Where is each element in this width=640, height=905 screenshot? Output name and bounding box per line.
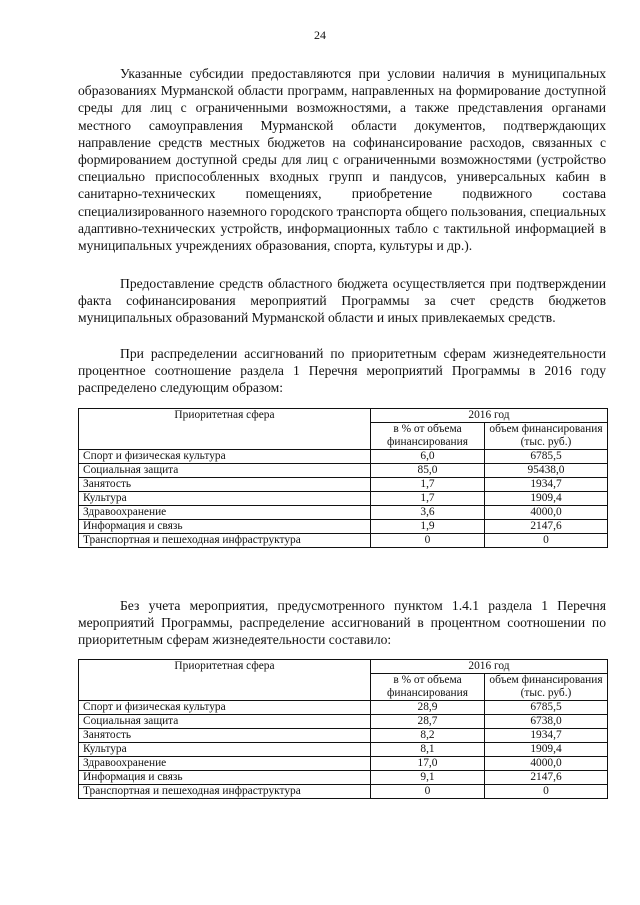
row-amount: 2147,6 (485, 771, 608, 785)
row-sphere: Культура (79, 743, 371, 757)
table-row (79, 715, 608, 729)
row-amount: 95438,0 (485, 464, 608, 478)
table-row (79, 701, 608, 715)
header-percent: в % от объема финансирования (371, 423, 485, 450)
row-percent: 0 (371, 534, 485, 548)
row-percent: 6,0 (371, 450, 485, 464)
table-row (79, 534, 608, 548)
row-sphere: Культура (79, 492, 371, 506)
table-row (79, 771, 608, 785)
header-amount: объем финансирования (тыс. руб.) (485, 423, 608, 450)
distribution-table-1 (78, 408, 608, 548)
header-percent: в % от объема финансирования (371, 674, 485, 701)
row-sphere: Спорт и физическая культура (79, 701, 371, 715)
row-sphere: Транспортная и пешеходная инфраструктура (79, 534, 371, 548)
table-row (79, 520, 608, 534)
row-amount: 6785,5 (485, 701, 608, 715)
table-row (79, 478, 608, 492)
row-amount: 0 (485, 785, 608, 799)
row-sphere: Информация и связь (79, 520, 371, 534)
table-row (79, 506, 608, 520)
row-percent: 8,2 (371, 729, 485, 743)
row-sphere: Социальная защита (79, 715, 371, 729)
paragraph-excluding-measure: Без учета мероприятия, предусмотренного пунктом 1.4.1 раздела 1 Перечня мероприятий Программы, распределение ассигнований в процентном соотношении по приоритетным сферам жизнедеятельности составило: (78, 598, 606, 648)
row-percent: 1,7 (371, 492, 485, 506)
row-amount: 1909,4 (485, 743, 608, 757)
row-sphere: Занятость (79, 478, 371, 492)
row-amount: 6785,5 (485, 450, 608, 464)
header-sphere: Приоритетная сфера (79, 409, 371, 450)
row-sphere: Спорт и физическая культура (79, 450, 371, 464)
row-amount: 4000,0 (485, 757, 608, 771)
header-sphere: Приоритетная сфера (79, 660, 371, 701)
table-row (79, 757, 608, 771)
table-row (79, 729, 608, 743)
header-year: 2016 год (371, 660, 608, 674)
row-percent: 9,1 (371, 771, 485, 785)
page-number: 24 (314, 28, 326, 42)
row-percent: 8,1 (371, 743, 485, 757)
row-amount: 1934,7 (485, 478, 608, 492)
row-amount: 2147,6 (485, 520, 608, 534)
header-amount: объем финансирования (тыс. руб.) (485, 674, 608, 701)
paragraph-subsidy-conditions: Указанные субсидии предоставляются при условии наличия в муниципальных образованиях Мурманской области программ, направленных на формирование доступной среды для лиц с ограниченными возможностями, а также представления органами местного самоуправления Мурманской области документов, подтверждающих направление средств местных бюджетов на софинансирование расходов, связанных с формированием доступной среды для лиц с ограниченными возможностями (устройство специально приспособленных входных групп и пандусов, универсальных кабин в санитарно-технических помещениях, приобретение подвижного состава специализированного наземного городского транспорта общего пользования, специальных адаптивно-технических устройств, информационных табло с тактильной информацией в муниципальных учреждениях образования, спорта, культуры и др.). (78, 66, 606, 254)
row-sphere: Информация и связь (79, 771, 371, 785)
row-amount: 6738,0 (485, 715, 608, 729)
row-percent: 28,7 (371, 715, 485, 729)
table-row (79, 464, 608, 478)
row-sphere: Занятость (79, 729, 371, 743)
row-amount: 4000,0 (485, 506, 608, 520)
row-percent: 3,6 (371, 506, 485, 520)
table-row (79, 492, 608, 506)
row-percent: 28,9 (371, 701, 485, 715)
table-row (79, 785, 608, 799)
row-sphere: Здравоохранение (79, 506, 371, 520)
row-amount: 0 (485, 534, 608, 548)
row-percent: 0 (371, 785, 485, 799)
table-row (79, 450, 608, 464)
row-percent: 85,0 (371, 464, 485, 478)
paragraph-distribution-intro: При распределении ассигнований по приоритетным сферам жизнедеятельности процентное соотношение раздела 1 Перечня мероприятий Программы в 2016 году распределено следующим образом: (78, 346, 606, 396)
row-percent: 1,7 (371, 478, 485, 492)
header-year: 2016 год (371, 409, 608, 423)
distribution-table-2 (78, 659, 608, 799)
row-sphere: Здравоохранение (79, 757, 371, 771)
table-row (79, 743, 608, 757)
row-percent: 1,9 (371, 520, 485, 534)
row-amount: 1909,4 (485, 492, 608, 506)
paragraph-regional-budget: Предоставление средств областного бюджета осуществляется при подтверждении факта софинансирования мероприятий Программы за счет средств бюджетов муниципальных образований Мурманской области и иных привлекаемых средств. (78, 276, 606, 326)
row-percent: 17,0 (371, 757, 485, 771)
row-sphere: Социальная защита (79, 464, 371, 478)
row-amount: 1934,7 (485, 729, 608, 743)
row-sphere: Транспортная и пешеходная инфраструктура (79, 785, 371, 799)
